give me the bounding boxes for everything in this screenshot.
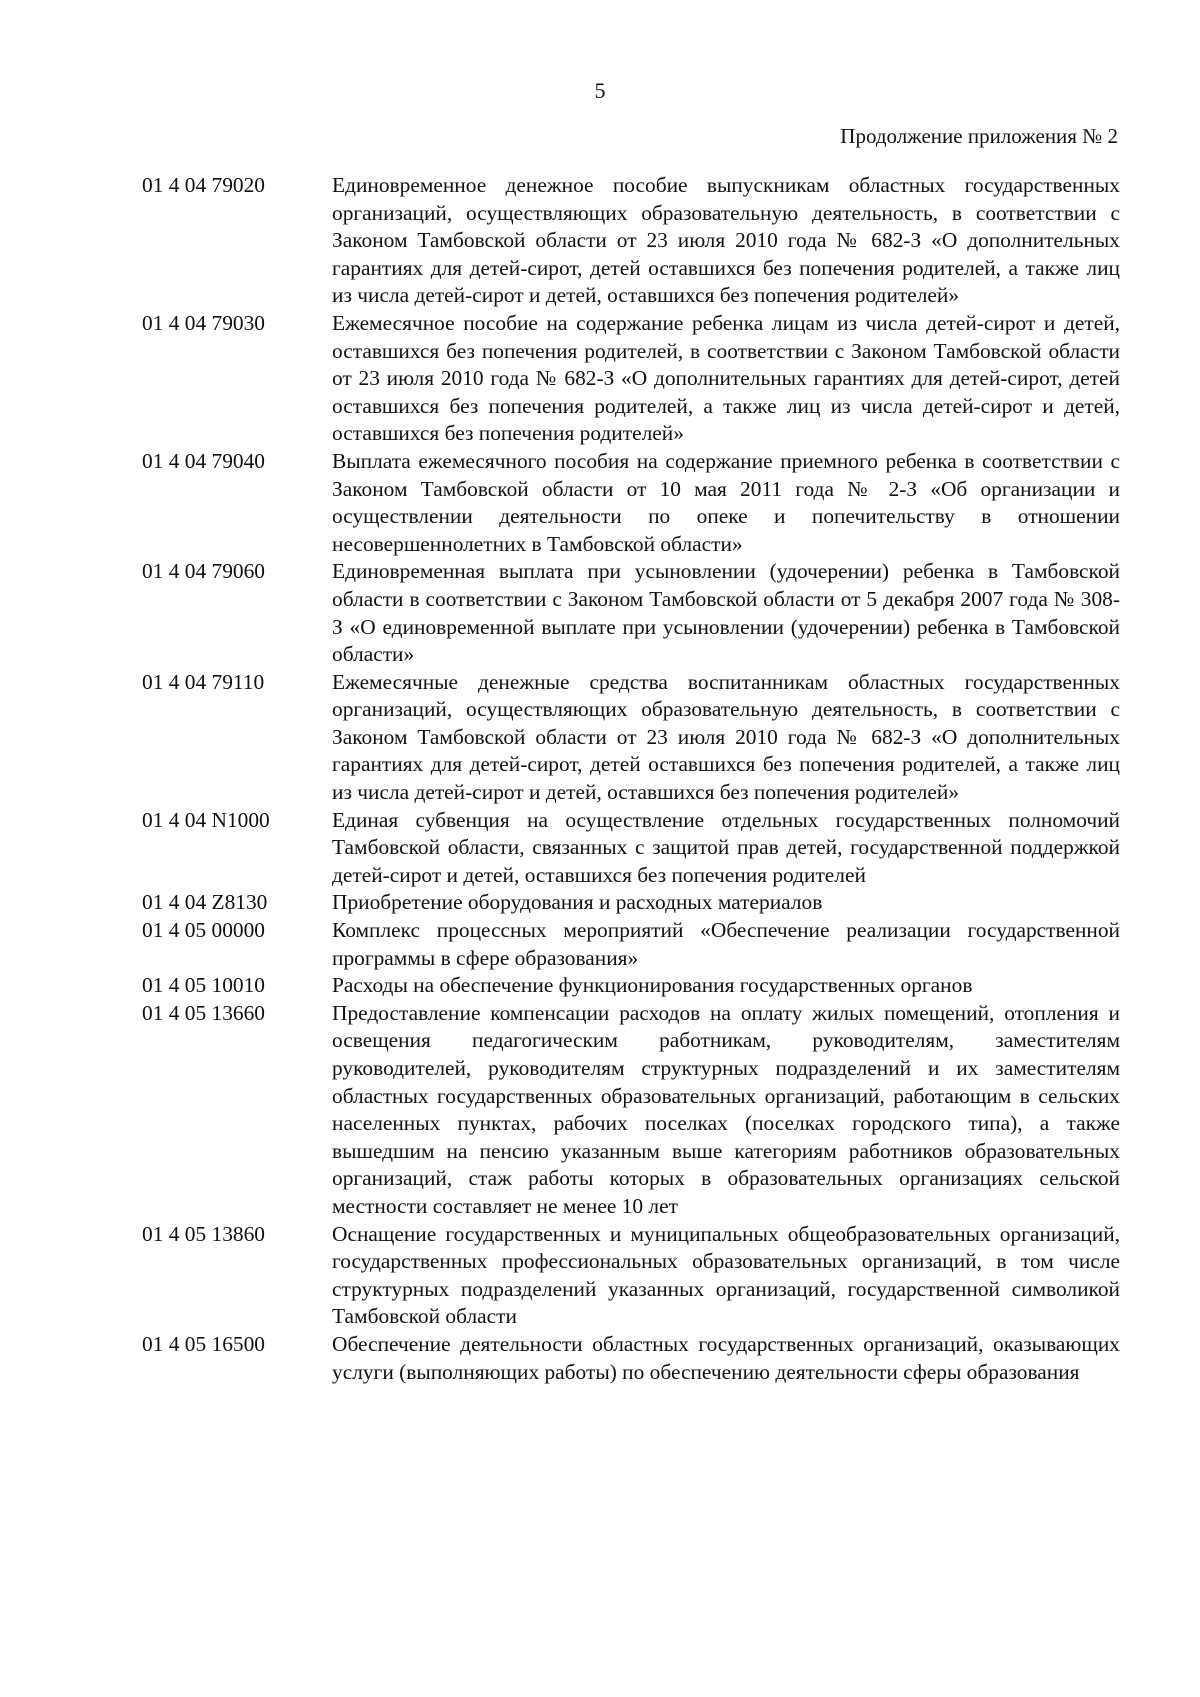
budget-code-description: Ежемесячные денежные средства воспитанникам областных государственных организаций, осуществляющих образовательную деятельность, в соответствии с Законом Тамбовской области от 23 июля 2010 года № 682-З «О дополнительных гарантиях для детей-сирот, детей оставшихся без попечения родителей, а также лиц из числа детей-сирот и детей, оставшихся без попечения родителей»: [332, 669, 1120, 805]
budget-code: 01 4 04 79020: [142, 173, 265, 197]
table-row: [142, 1000, 1120, 1221]
budget-code-description: Обеспечение деятельности областных государственных организаций, оказывающих услуги (выполняющих работы) по обеспечению деятельности сферы образования: [332, 1331, 1120, 1384]
budget-code-description: Оснащение государственных и муниципальных общеобразовательных организаций, государственных профессиональных образовательных организаций, в том числе структурных подразделений указанных организаций, государственной символикой Тамбовской области: [332, 1221, 1120, 1329]
table-row: [142, 448, 1120, 558]
budget-code: 01 4 05 00000: [142, 918, 265, 943]
budget-code-table: [142, 172, 1120, 1386]
table-row: [142, 889, 1120, 917]
budget-code: 01 4 05 13860: [142, 1221, 265, 1246]
budget-code: 01 4 05 13660: [142, 1000, 265, 1025]
page-number: 5: [594, 78, 606, 103]
table-row: [142, 172, 1120, 310]
budget-code-description: Предоставление компенсации расходов на оплату жилых помещений, отопления и освещения педагогическим работникам, руководителям, заместителям руководителей, руководителям структурных подразделений и их заместителям областных государственных образовательных организаций, работающим в сельских населенных пунктах, рабочих поселках (поселках городского типа), а также вышедшим на пенсию указанным выше категориям работников образовательных организаций, стаж работы которых в образовательных организациях сельской местности составляет не менее 10 лет: [332, 1000, 1120, 1218]
budget-code: 01 4 04 Z8130: [142, 890, 268, 915]
budget-code-description: Расходы на обеспечение функционирования государственных органов: [332, 973, 973, 998]
table-row: [142, 558, 1120, 668]
budget-code-description: Единовременное денежное пособие выпускникам областных государственных организаций, осуществляющих образовательную деятельность, в соответствии с Законом Тамбовской области от 23 июля 2010 года № 682-З «О дополнительных гарантиях для детей-сирот, детей оставшихся без попечения родителей, а также лиц из числа детей-сирот и детей, оставшихся без попечения родителей»: [332, 173, 1120, 308]
budget-code: 01 4 05 16500: [142, 1331, 265, 1356]
appendix-continuation-note: Продолжение приложения № 2: [840, 124, 1118, 148]
budget-code-description: Единовременная выплата при усыновлении (удочерении) ребенка в Тамбовской области в соответствии с Законом Тамбовской области от 5 декабря 2007 года № 308-З «О единовременной выплате при усыновлении (удочерении) ребенка в Тамбовской области»: [332, 559, 1120, 667]
budget-code: 01 4 05 10010: [142, 973, 265, 998]
budget-code: 01 4 04 79040: [142, 448, 265, 473]
budget-code-description: Выплата ежемесячного пособия на содержание приемного ребенка в соответствии с Законом Тамбовской области от 10 мая 2011 года № 2-З «Об организации и осуществлении деятельности по опеке и попечительству в отношении несовершеннолетних в Тамбовской области»: [332, 448, 1120, 556]
table-row: [142, 807, 1120, 890]
budget-code: 01 4 04 N1000: [142, 807, 270, 832]
table-row: [142, 1221, 1120, 1331]
table-row: [142, 669, 1120, 807]
table-row: [142, 1331, 1120, 1386]
budget-code: 01 4 04 79060: [142, 559, 265, 584]
budget-code-description: Комплекс процессных мероприятий «Обеспечение реализации государственной программы в сфере образования»: [332, 918, 1120, 970]
table-row: [142, 972, 1120, 1000]
budget-code-description: Приобретение оборудования и расходных материалов: [332, 890, 823, 915]
budget-code-description: Единая субвенция на осуществление отдельных государственных полномочий Тамбовской области, связанных с защитой прав детей, государственной поддержкой детей-сирот и детей, оставшихся без попечения родителей: [332, 807, 1120, 887]
table-row: [142, 917, 1120, 972]
budget-code: 01 4 04 79030: [142, 310, 265, 335]
budget-code-description: Ежемесячное пособие на содержание ребенка лицам из числа детей-сирот и детей, оставшихся без попечения родителей, в соответствии с Законом Тамбовской области от 23 июля 2010 года № 682-З «О дополнительных гарантиях для детей-сирот, детей оставшихся без попечения родителей, а также лиц из числа детей-сирот и детей, оставшихся без попечения родителей»: [332, 310, 1120, 446]
budget-code: 01 4 04 79110: [142, 669, 265, 694]
table-row: [142, 310, 1120, 448]
